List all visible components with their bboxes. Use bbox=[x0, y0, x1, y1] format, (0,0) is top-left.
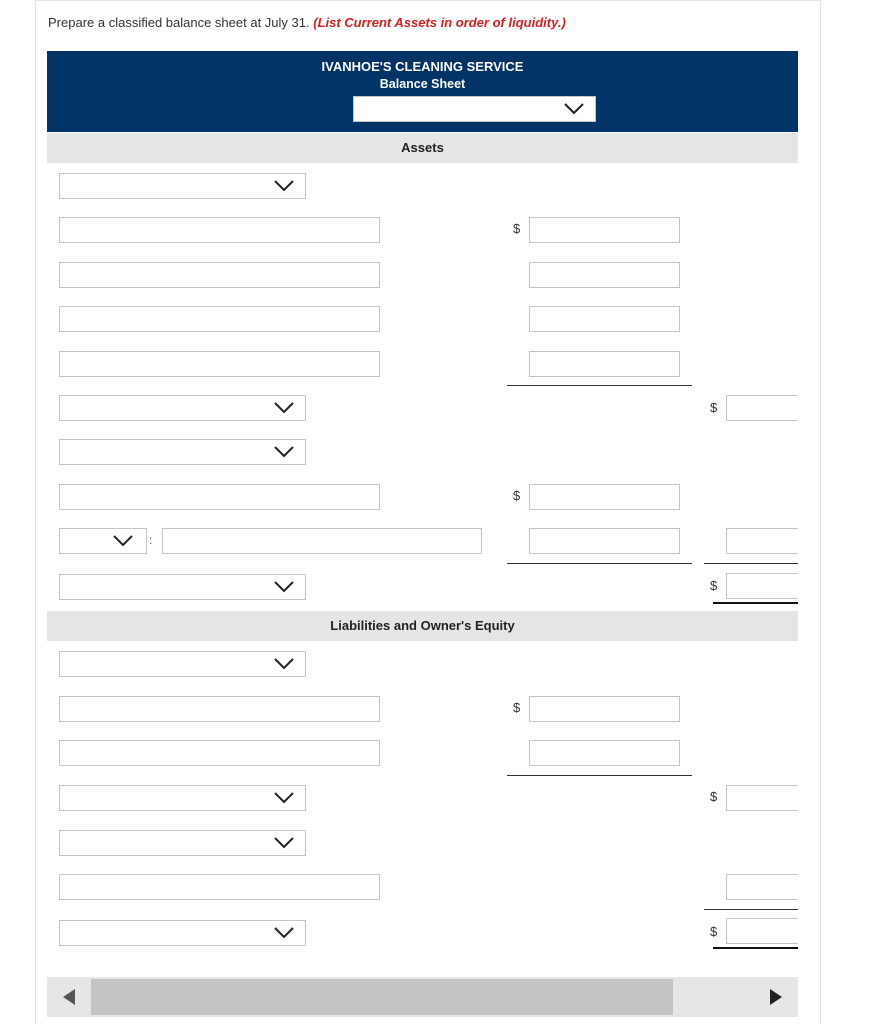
date-select[interactable] bbox=[353, 96, 596, 122]
liability-category-select[interactable] bbox=[59, 651, 306, 677]
assets-label: Assets bbox=[401, 140, 444, 155]
liability-account-input[interactable] bbox=[59, 740, 380, 766]
liability-amount-input[interactable] bbox=[529, 696, 680, 722]
dollar-sign: $ bbox=[710, 789, 718, 804]
scroll-left-arrow-icon[interactable] bbox=[63, 989, 75, 1005]
liabilities-label: Liabilities and Owner's Equity bbox=[330, 618, 515, 633]
total-assets-select[interactable] bbox=[59, 574, 306, 600]
instruction-hint: (List Current Assets in order of liquidity.) bbox=[313, 15, 566, 30]
asset-total-input[interactable] bbox=[726, 395, 798, 421]
chevron-down-icon bbox=[273, 445, 295, 459]
instruction-text: Prepare a classified balance sheet at July 31. bbox=[48, 15, 310, 30]
equity-amount-input[interactable] bbox=[726, 874, 798, 900]
total-liabilities-equity-input[interactable] bbox=[726, 918, 798, 944]
dollar-sign: $ bbox=[710, 578, 718, 593]
scroll-right-arrow-icon[interactable] bbox=[770, 989, 782, 1005]
chevron-down-icon bbox=[563, 102, 585, 116]
asset-account-input[interactable] bbox=[59, 306, 380, 332]
subtotal-rule bbox=[507, 775, 692, 776]
less-select[interactable] bbox=[59, 528, 147, 554]
asset-amount-input[interactable] bbox=[529, 484, 680, 510]
liability-amount-input[interactable] bbox=[529, 740, 680, 766]
asset-amount-input[interactable] bbox=[529, 262, 680, 288]
double-rule bbox=[713, 602, 798, 604]
liability-account-input[interactable] bbox=[59, 696, 380, 722]
contra-amount-input[interactable] bbox=[529, 528, 680, 554]
dollar-sign: $ bbox=[513, 488, 521, 503]
chevron-down-icon bbox=[273, 791, 295, 805]
asset-account-input[interactable] bbox=[59, 262, 380, 288]
equity-category-select[interactable] bbox=[59, 830, 306, 856]
asset-category-select[interactable] bbox=[59, 173, 306, 199]
statement-title: Balance Sheet bbox=[379, 77, 466, 91]
chevron-down-icon bbox=[273, 401, 295, 415]
colon-separator: : bbox=[149, 533, 153, 547]
subtotal-rule bbox=[507, 385, 692, 386]
asset-category-select[interactable] bbox=[59, 439, 306, 465]
total-liabilities-select[interactable] bbox=[59, 785, 306, 811]
scrollbar-thumb[interactable] bbox=[91, 979, 673, 1015]
total-liabilities-equity-select[interactable] bbox=[59, 920, 306, 946]
dollar-sign: $ bbox=[710, 924, 718, 939]
dollar-sign: $ bbox=[513, 221, 521, 236]
double-rule bbox=[713, 947, 798, 949]
dollar-sign: $ bbox=[513, 700, 521, 715]
subtotal-rule bbox=[507, 563, 692, 564]
asset-account-input[interactable] bbox=[59, 217, 380, 243]
chevron-down-icon bbox=[273, 836, 295, 850]
asset-total-select[interactable] bbox=[59, 395, 306, 421]
asset-amount-input[interactable] bbox=[529, 306, 680, 332]
chevron-down-icon bbox=[273, 580, 295, 594]
assets-section-header bbox=[47, 133, 798, 163]
contra-account-input[interactable] bbox=[162, 528, 482, 554]
chevron-down-icon bbox=[112, 534, 134, 548]
chevron-down-icon bbox=[273, 926, 295, 940]
asset-amount-input[interactable] bbox=[529, 217, 680, 243]
asset-account-input[interactable] bbox=[59, 351, 380, 377]
chevron-down-icon bbox=[273, 179, 295, 193]
net-amount-input[interactable] bbox=[726, 528, 798, 554]
asset-account-input[interactable] bbox=[59, 484, 380, 510]
subtotal-rule bbox=[704, 909, 798, 910]
equity-account-input[interactable] bbox=[59, 874, 380, 900]
liabilities-section-header bbox=[47, 611, 798, 641]
total-assets-input[interactable] bbox=[726, 573, 798, 599]
chevron-down-icon bbox=[273, 657, 295, 671]
total-liabilities-input[interactable] bbox=[726, 785, 798, 811]
company-name: IVANHOE'S CLEANING SERVICE bbox=[321, 59, 524, 74]
subtotal-rule bbox=[704, 563, 798, 564]
dollar-sign: $ bbox=[710, 400, 718, 415]
asset-amount-input[interactable] bbox=[529, 351, 680, 377]
instruction bbox=[48, 15, 566, 30]
